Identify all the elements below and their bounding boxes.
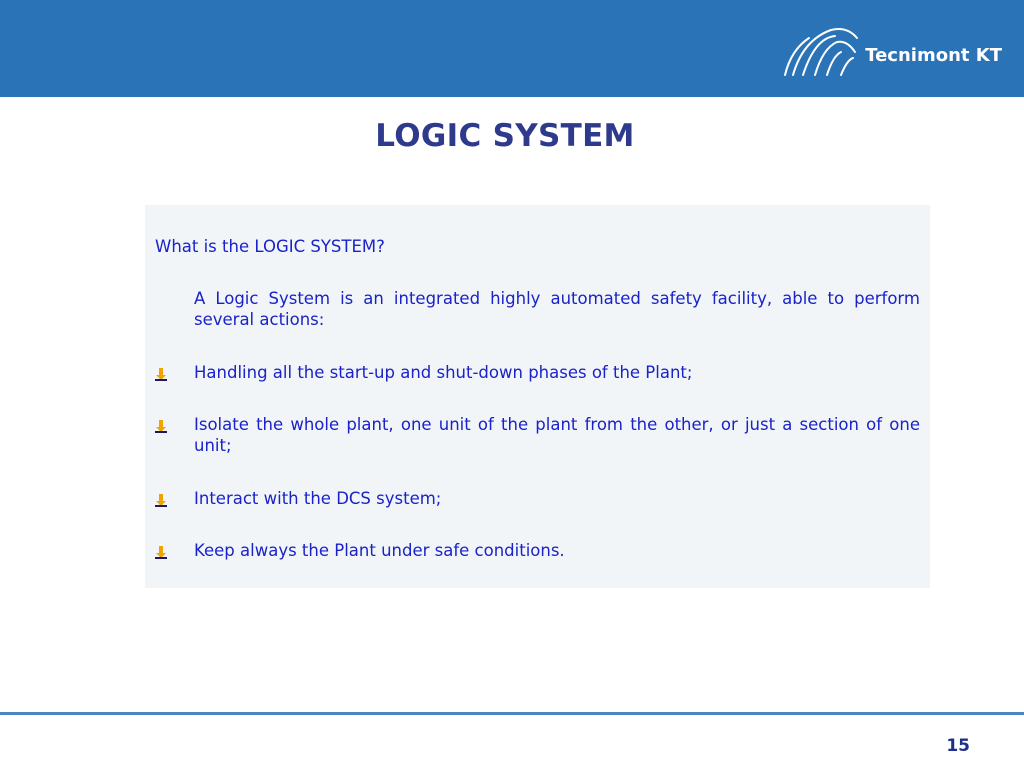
arrow-down-bullet-icon [153, 492, 169, 508]
company-logo [781, 20, 1002, 80]
arrow-down-bullet-icon [153, 366, 169, 382]
bullet-item: Interact with the DCS system; [194, 489, 442, 508]
arrow-down-bullet-icon [153, 544, 169, 560]
bullet-item: Keep always the Plant under safe conditions. [194, 541, 565, 560]
bullet-item: Isolate the whole plant, one unit of the plant from the other, or just a section of one unit; [194, 415, 920, 455]
header-band [0, 0, 1024, 97]
arrow-down-bullet-icon [153, 418, 169, 434]
footer-divider [0, 712, 1024, 715]
page-number: 15 [946, 736, 970, 756]
intro-paragraph: A Logic System is an integrated highly automated safety facility, able to perform several actions: [194, 289, 920, 329]
logo-text: Tecnimont KT [865, 44, 1002, 66]
question-text: What is the LOGIC SYSTEM? [155, 237, 385, 256]
content-box [145, 205, 930, 588]
slide-title: LOGIC SYSTEM [375, 118, 635, 154]
arc-logo-icon [781, 20, 863, 80]
bullet-item: Handling all the start-up and shut-down phases of the Plant; [194, 363, 693, 382]
